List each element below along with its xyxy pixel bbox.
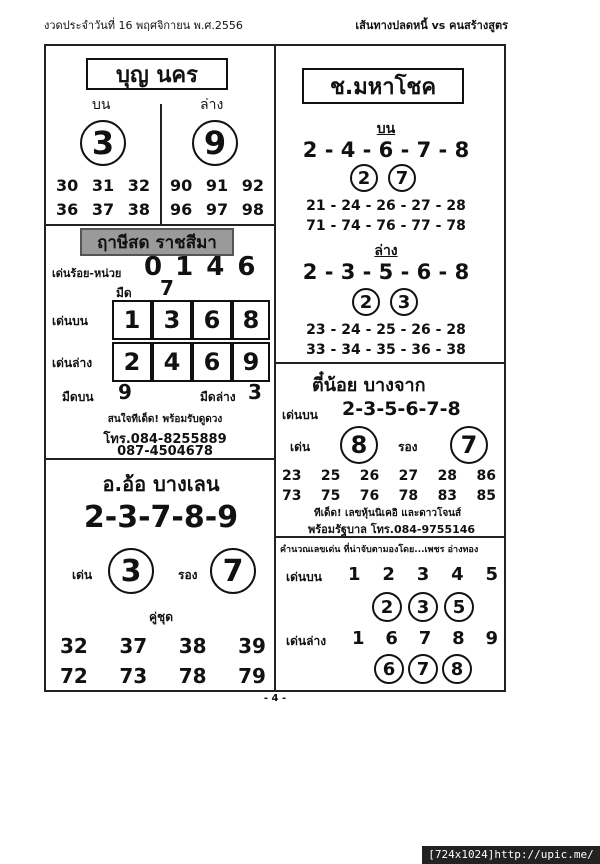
ruesi-mued-value: 7 xyxy=(160,276,174,300)
petch-lang-circle: 8 xyxy=(442,654,472,684)
ruesi-phone-1: โทร.084-8255889 xyxy=(103,432,227,447)
tinoi-bon-label: เด่นบน xyxy=(282,408,318,422)
number: 1 xyxy=(348,564,361,585)
number: 90 xyxy=(170,176,193,195)
boon-lang-row-2 xyxy=(170,200,264,219)
ruesi-title: ฤาษีสด ราชสีมา xyxy=(80,228,234,256)
number: 38 xyxy=(178,634,207,658)
number: 8 xyxy=(452,628,465,649)
petch-bon-circle: 3 xyxy=(408,592,438,622)
ruesi-bon-box: 8 xyxy=(232,300,270,340)
number: 9 xyxy=(485,628,498,649)
ruesi-mued-lang-value: 3 xyxy=(248,380,262,404)
number: 23 xyxy=(282,468,302,484)
ruesi-lang-box: 9 xyxy=(232,342,270,382)
tinoi-phone: พร้อมรัฐบาล โทร.084-9755146 xyxy=(308,523,476,536)
chor-bon-circle: 2 xyxy=(350,164,378,192)
header-issue-date: งวดประจำวันที่ 16 พฤศจิกายน พ.ศ.2556 xyxy=(44,19,243,32)
number: 38 xyxy=(127,200,150,219)
chor-bon-circle: 7 xyxy=(388,164,416,192)
petch-lang-circle: 6 xyxy=(374,654,404,684)
ruesi-roi-label: เด่นร้อย-หน่วย xyxy=(52,267,122,280)
petch-lang-label: เด่นล่าง xyxy=(286,634,327,648)
ruesi-lang-box: 2 xyxy=(112,342,152,382)
number: 36 xyxy=(56,200,79,219)
chor-bon-numbers: 2 - 4 - 6 - 7 - 8 xyxy=(302,138,470,162)
number: 78 xyxy=(398,488,419,504)
chor-bon-row-2: 71 - 74 - 76 - 77 - 78 xyxy=(306,218,466,234)
boon-divider xyxy=(160,104,162,224)
number: 85 xyxy=(476,488,496,504)
ruesi-mued-bon-value: 9 xyxy=(118,380,132,404)
ruesi-lang-label: เด่นล่าง xyxy=(52,356,93,370)
header-column-title: เส้นทางปลดหนี้ vs คนสร้างสูตร xyxy=(355,19,508,32)
chor-bon-label: บน xyxy=(376,121,396,137)
number: 83 xyxy=(437,488,458,504)
number: 5 xyxy=(485,564,498,585)
number: 97 xyxy=(205,200,229,219)
number: 37 xyxy=(91,200,115,219)
petch-title: คำนวณเลขเด่น ที่น่าจับตามองโดย...เพชร อ่างทอง xyxy=(280,545,479,555)
number: 26 xyxy=(359,468,380,484)
ruesi-bon-box: 3 xyxy=(152,300,192,340)
ruesi-lang-box: 4 xyxy=(152,342,192,382)
number: 32 xyxy=(127,176,150,195)
number: 91 xyxy=(205,176,229,195)
ruesi-bon-box: 6 xyxy=(192,300,232,340)
or-rong-label: รอง xyxy=(178,568,198,582)
or-kuchud-label: คู่ชุด xyxy=(149,610,173,624)
number: 32 xyxy=(60,634,88,658)
petch-bon-label: เด่นบน xyxy=(286,570,322,584)
page-number: - 4 - xyxy=(263,693,287,704)
boon-bon-row-1 xyxy=(56,176,150,195)
number: 79 xyxy=(238,664,266,688)
tinoi-rong-label: รอง xyxy=(398,440,418,454)
petch-bon-circle: 2 xyxy=(372,592,402,622)
tinoi-row-1 xyxy=(282,468,496,484)
chor-title: ช.มหาโชค xyxy=(302,68,464,104)
number: 76 xyxy=(359,488,380,504)
boon-bon-label: บน xyxy=(92,97,111,113)
chor-bon-row-1: 21 - 24 - 26 - 27 - 28 xyxy=(306,198,466,214)
ruesi-roi-numbers: 0 1 4 6 xyxy=(144,252,258,282)
boon-lang-row-1 xyxy=(170,176,264,195)
number: 1 xyxy=(352,628,365,649)
ruesi-mued-bon-label: มืดบน xyxy=(62,390,94,404)
number: 4 xyxy=(451,564,464,585)
number: 96 xyxy=(170,200,193,219)
or-den-label: เด่น xyxy=(72,568,93,582)
chor-lang-label: ล่าง xyxy=(374,243,398,259)
or-den-value: 3 xyxy=(108,548,154,594)
number: 86 xyxy=(476,468,496,484)
or-title: อ.อ้อ บางเลน xyxy=(102,472,220,496)
number: 92 xyxy=(241,176,264,195)
number: 7 xyxy=(418,628,432,649)
boon-bon-row-2 xyxy=(56,200,150,219)
petch-lang-circle: 7 xyxy=(408,654,438,684)
boon-lang-label: ล่าง xyxy=(200,97,224,113)
boon-bon-big-number: 3 xyxy=(80,120,126,166)
number: 6 xyxy=(385,628,398,649)
number: 37 xyxy=(119,634,148,658)
ruesi-mued-label: มืด xyxy=(116,286,132,300)
number: 30 xyxy=(56,176,79,195)
ruesi-phone-2: 087-4504678 xyxy=(117,444,213,459)
petch-lang-numbers xyxy=(352,628,498,649)
chor-lang-circle: 2 xyxy=(352,288,380,316)
chor-lang-circle: 3 xyxy=(390,288,418,316)
chor-lang-row-2: 33 - 34 - 35 - 36 - 38 xyxy=(306,342,466,358)
number: 73 xyxy=(282,488,302,504)
or-row-1 xyxy=(60,634,266,658)
ruesi-lang-box: 6 xyxy=(192,342,232,382)
divider-right-1 xyxy=(274,362,506,364)
or-row-2 xyxy=(60,664,266,688)
number: 39 xyxy=(238,634,266,658)
number: 31 xyxy=(91,176,115,195)
chor-lang-row-1: 23 - 24 - 25 - 26 - 28 xyxy=(306,322,466,338)
ruesi-bon-label: เด่นบน xyxy=(52,314,88,328)
number: 2 xyxy=(382,564,395,585)
tinoi-rong-value: 7 xyxy=(450,426,488,464)
chor-lang-numbers: 2 - 3 - 5 - 6 - 8 xyxy=(302,260,470,284)
ruesi-promo: สนใจทีเด็ด! พร้อมรับดูดวง xyxy=(107,414,223,425)
tinoi-title: ตี๋น้อย บางจาก xyxy=(312,375,426,396)
number: 73 xyxy=(119,664,148,688)
number: 72 xyxy=(60,664,88,688)
petch-bon-numbers xyxy=(348,564,498,585)
tinoi-row-2 xyxy=(282,488,496,504)
tinoi-promo: ทีเด็ด! เลขหุ้นนิเคอิ และดาวโจนส์ xyxy=(314,508,462,519)
number: 75 xyxy=(320,488,341,504)
number: 98 xyxy=(241,200,264,219)
or-main-numbers: 2-3-7-8-9 xyxy=(83,500,239,535)
number: 3 xyxy=(416,564,430,585)
ruesi-bon-box: 1 xyxy=(112,300,152,340)
boon-title: บุญ นคร xyxy=(86,58,228,90)
petch-bon-circle: 5 xyxy=(444,592,474,622)
tinoi-bon-numbers: 2-3-5-6-7-8 xyxy=(342,398,461,420)
number: 25 xyxy=(320,468,341,484)
or-rong-value: 7 xyxy=(210,548,256,594)
boon-lang-big-number: 9 xyxy=(192,120,238,166)
number: 27 xyxy=(398,468,419,484)
number: 78 xyxy=(178,664,207,688)
number: 28 xyxy=(437,468,458,484)
tinoi-den-label: เด่น xyxy=(290,440,311,454)
image-size-stamp: [724x1024]http://upic.me/ xyxy=(422,846,600,864)
divider-left-1 xyxy=(44,224,275,226)
ruesi-mued-lang-label: มืดล่าง xyxy=(200,390,236,404)
tinoi-den-value: 8 xyxy=(340,426,378,464)
